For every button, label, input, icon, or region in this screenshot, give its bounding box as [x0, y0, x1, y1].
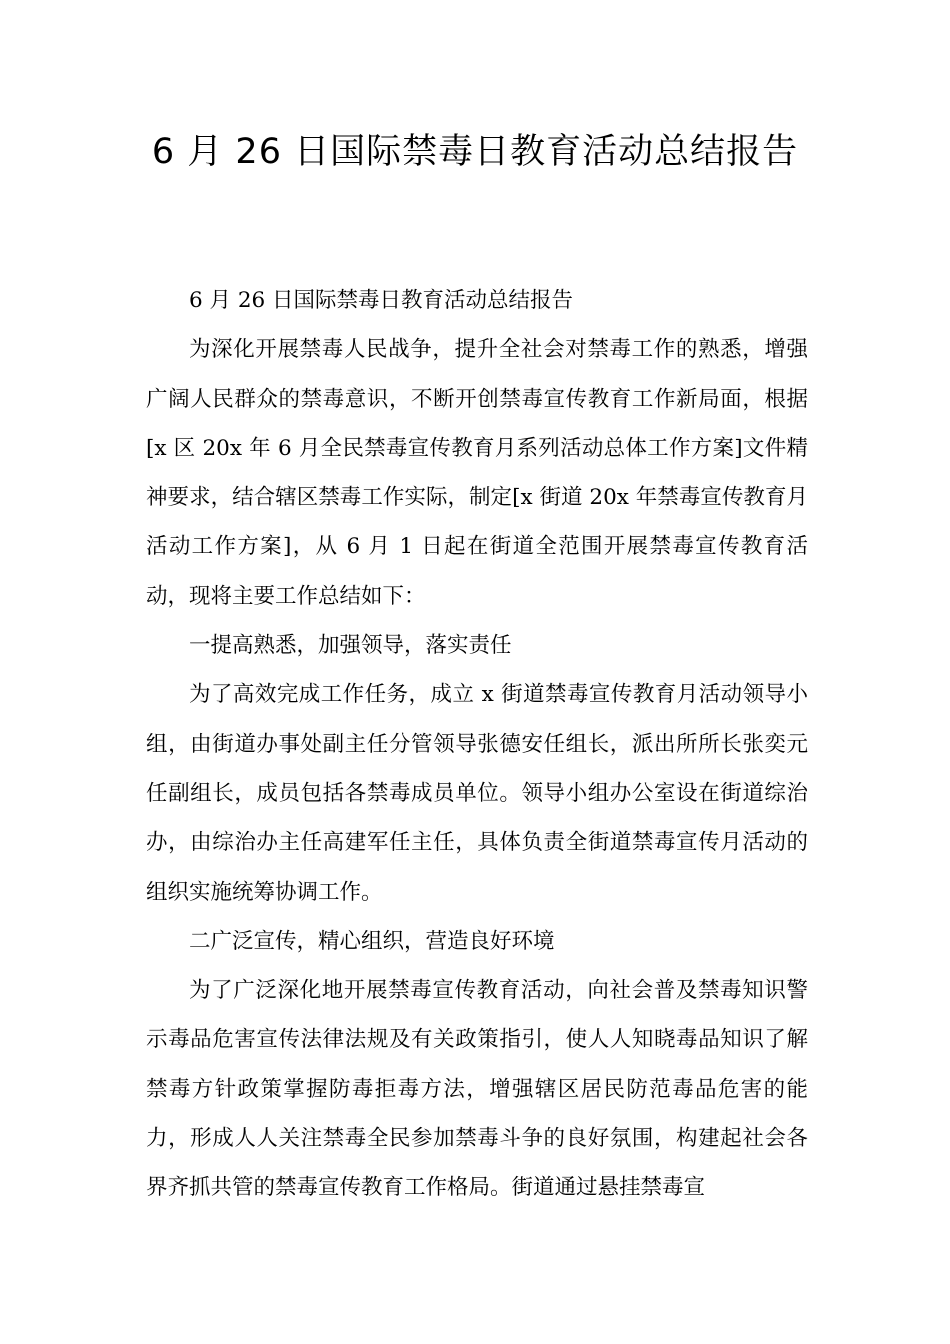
paragraph-section-1: 为了高效完成工作任务，成立 x 街道禁毒宣传教育月活动领导小组，由街道办事处副主任分管领导张德安任组长，派出所所长张奕元任副组长，成员包括各禁毒成员单位。领导小组办公室设在街道综治办，由综治办主任高建军任主任，具体负责全街道禁毒宣传月活动的组织实施统筹协调工作。	[146, 682, 808, 905]
paragraph-intro: 为深化开展禁毒人民战争，提升全社会对禁毒工作的熟悉，增强广阔人民群众的禁毒意识，不断开创禁毒宣传教育工作新局面，根据[x 区 20x 年 6 月全民禁毒宣传教育月系列活动总体工作方案]文件精神要求，结合辖区禁毒工作实际，制定[x 街道 20x 年禁毒宣传教育月活动工作方案]，从 6 月 1 日起在街道全范围开展禁毒宣传教育活动，现将主要工作总结如下：	[146, 337, 808, 609]
document-title: 6 月 26 日国际禁毒日教育活动总结报告	[151, 132, 799, 172]
section-heading-2: 二广泛宣传，精心组织，营造良好环境	[189, 928, 555, 954]
paragraph-heading: 6 月 26 日国际禁毒日教育活动总结报告	[189, 288, 574, 313]
document-body	[146, 276, 808, 1213]
paragraph-section-2: 为了广泛深化地开展禁毒宣传教育活动，向社会普及禁毒知识警示毒品危害宣传法律法规及有关政策指引，使人人知晓毒品知识了解禁毒方针政策掌握防毒拒毒方法，增强辖区居民防范毒品危害的能力，形成人人关注禁毒全民参加禁毒斗争的良好氛围，构建起社会各界齐抓共管的禁毒宣传教育工作格局。街道通过悬挂禁毒宣	[146, 978, 808, 1201]
section-heading-1: 一提高熟悉，加强领导，落实责任	[189, 633, 512, 659]
